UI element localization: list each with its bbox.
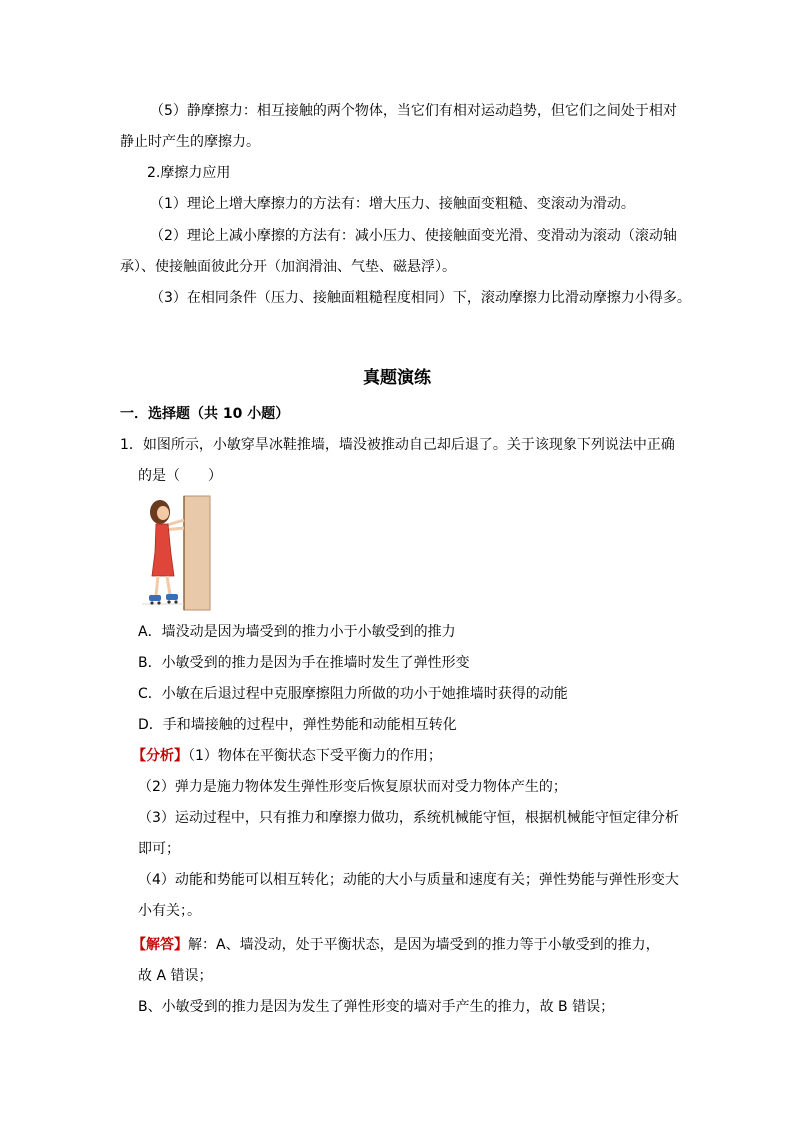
analysis-line-3: （3）运动过程中，只有推力和摩擦力做功，系统机械能守恒，根据机械能守恒定律分析 xyxy=(138,810,679,826)
knowledge-p5-line1: （5）静摩擦力：相互接触的两个物体，当它们有相对运动趋势，但它们之间处于相对 xyxy=(150,103,677,119)
option-d: D．手和墙接触的过程中，弹性势能和动能相互转化 xyxy=(138,717,457,733)
answer-text-1: 解：A、墙没动，处于平衡状态，是因为墙受到的推力等于小敏受到的推力， xyxy=(188,937,660,953)
answer-line-2: 故 A 错误； xyxy=(138,968,213,984)
practice-title: 真题演练 xyxy=(363,368,431,388)
girl-pushing-wall-illustration xyxy=(140,494,212,612)
analysis-line-1 xyxy=(132,746,442,766)
question-1-line1: 1．如图所示，小敏穿旱冰鞋推墙，墙没被推动自己却后退了。关于该现象下列说法中正确 xyxy=(120,437,675,453)
option-c: C．小敏在后退过程中克服摩擦阻力所做的功小于她推墙时获得的动能 xyxy=(138,686,568,702)
analysis-tag: 【分析】 xyxy=(132,748,188,764)
answer-line-1 xyxy=(132,935,660,955)
choice-section-heading: 一．选择题（共 10 小题） xyxy=(120,406,290,422)
knowledge-apply-2-line2: 承）、使接触面彼此分开（加润滑油、气垫、磁悬浮）。 xyxy=(120,259,456,275)
knowledge-apply-2-line1: （2）理论上减小摩擦的方法有：减小压力、使接触面变光滑、变滑动为滚动（滚动轴 xyxy=(150,228,677,244)
knowledge-apply-3: （3）在相同条件（压力、接触面粗糙程度相同）下，滚动摩擦力比滑动摩擦力小得多。 xyxy=(150,290,691,306)
question-1-line2: 的是（ ） xyxy=(138,468,222,484)
knowledge-apply-1: （1）理论上增大摩擦力的方法有：增大压力、接触面变粗糙、变滚动为滑动。 xyxy=(150,196,635,212)
knowledge-section2-heading: 2.摩擦力应用 xyxy=(147,165,231,181)
analysis-line-3b: 即可； xyxy=(138,841,180,857)
answer-tag: 【解答】 xyxy=(132,937,188,953)
knowledge-p5-line2: 静止时产生的摩擦力。 xyxy=(120,134,260,150)
analysis-line-4b: 小有关；。 xyxy=(138,903,201,919)
option-a: A．墙没动是因为墙受到的推力小于小敏受到的推力 xyxy=(138,624,456,640)
analysis-line-4: （4）动能和势能可以相互转化；动能的大小与质量和速度有关；弹性势能与弹性形变大 xyxy=(138,872,679,888)
answer-line-3: B、小敏受到的推力是因为发生了弹性形变的墙对手产生的推力，故 B 错误； xyxy=(138,999,615,1015)
option-b: B．小敏受到的推力是因为手在推墙时发生了弹性形变 xyxy=(138,655,470,671)
analysis-text-1: （1）物体在平衡状态下受平衡力的作用； xyxy=(188,748,442,764)
analysis-line-2: （2）弹力是施力物体发生弹性形变后恢复原状而对受力物体产生的； xyxy=(138,779,567,795)
